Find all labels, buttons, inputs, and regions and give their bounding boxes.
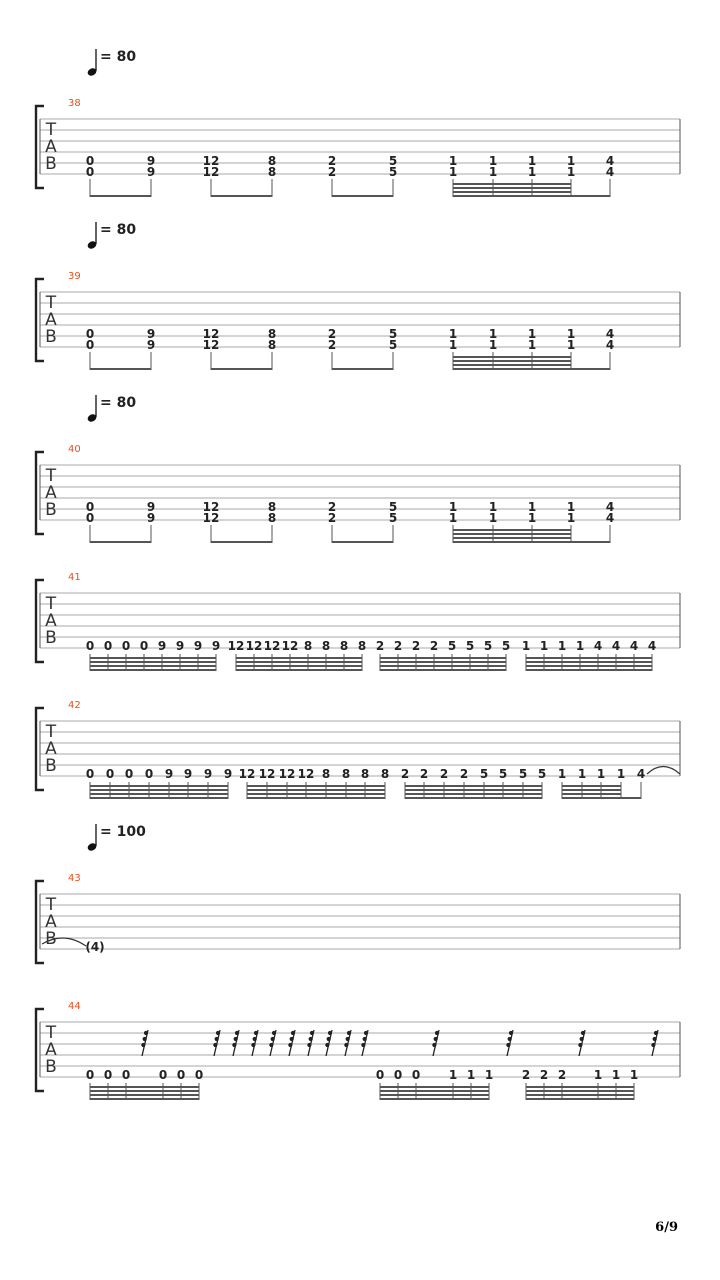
fret-number: 4 <box>605 327 615 341</box>
fret-number: 2 <box>429 639 439 653</box>
fret-number: 1 <box>488 327 498 341</box>
fret-number: 2 <box>539 1068 549 1082</box>
fret-number: 8 <box>360 767 370 781</box>
fret-number: 1 <box>527 165 537 179</box>
fret-number: 5 <box>498 767 508 781</box>
fret-number: 2 <box>327 338 337 352</box>
rest-dot <box>435 1031 439 1035</box>
fret-number: 8 <box>321 639 331 653</box>
beam <box>526 657 652 659</box>
fret-number: 8 <box>267 338 277 352</box>
fret-number: 1 <box>448 165 458 179</box>
fret-number: 0 <box>375 1068 385 1082</box>
beam <box>562 797 641 799</box>
tie-arc <box>647 767 680 775</box>
beam <box>90 793 228 795</box>
rest-dot <box>432 1043 436 1047</box>
fret-number: 9 <box>223 767 233 781</box>
tab-clef-letter: T <box>45 895 57 915</box>
rest-dot <box>309 1037 313 1041</box>
fret-number: 2 <box>411 639 421 653</box>
fret-number: 5 <box>501 639 511 653</box>
beam <box>526 669 652 671</box>
fret-number: 12 <box>202 511 220 525</box>
tempo-marking: = 80 <box>100 49 137 65</box>
rest-dot <box>213 1043 217 1047</box>
beam <box>380 661 506 663</box>
beam <box>90 1090 199 1092</box>
rest-dot <box>344 1043 348 1047</box>
rest-dot <box>581 1031 585 1035</box>
fret-number: 8 <box>267 327 277 341</box>
beam <box>453 360 571 362</box>
beam <box>90 541 151 543</box>
fret-number: 1 <box>488 500 498 514</box>
fret-number: 5 <box>388 165 398 179</box>
fret-number: 2 <box>327 154 337 168</box>
fret-number: 8 <box>380 767 390 781</box>
beam <box>211 368 272 370</box>
fret-number: 5 <box>447 639 457 653</box>
fret-number: 1 <box>527 511 537 525</box>
beam <box>90 797 228 799</box>
fret-number: 12 <box>202 500 220 514</box>
tab-clef-letter: A <box>45 912 57 932</box>
fret-number: 1 <box>557 767 567 781</box>
measure-number: 40 <box>68 444 81 455</box>
rest-dot <box>361 1043 365 1047</box>
page-number: 6/9 <box>655 1220 678 1235</box>
beam <box>405 789 542 791</box>
fret-number: 0 <box>85 327 95 341</box>
fret-number: 2 <box>375 639 385 653</box>
beam <box>90 195 151 197</box>
rest-dot <box>310 1031 314 1035</box>
tab-clef-letter: T <box>45 293 57 313</box>
fret-number: 1 <box>466 1068 476 1082</box>
fret-number: 1 <box>527 500 537 514</box>
fret-number: 9 <box>175 639 185 653</box>
fret-number: 1 <box>557 639 567 653</box>
beam <box>453 533 571 535</box>
rest-dot <box>580 1037 584 1041</box>
beam <box>453 537 571 539</box>
rest-dot <box>346 1037 350 1041</box>
fret-number: 1 <box>527 338 537 352</box>
tab-clef-letter: A <box>45 739 57 759</box>
fret-number: 4 <box>629 639 639 653</box>
fret-number: 2 <box>327 327 337 341</box>
beam <box>453 191 571 193</box>
rest-dot <box>291 1031 295 1035</box>
fret-number: 0 <box>85 1068 95 1082</box>
rest-dot <box>253 1037 257 1041</box>
rest-dot <box>327 1037 331 1041</box>
tempo-marking: = 80 <box>100 222 137 238</box>
fret-number: 0 <box>85 154 95 168</box>
beam <box>453 356 571 358</box>
fret-number: 1 <box>448 154 458 168</box>
fret-number: 12 <box>238 767 256 781</box>
beam <box>90 789 228 791</box>
fret-number: 5 <box>388 511 398 525</box>
fret-number: 1 <box>484 1068 494 1082</box>
rest-dot <box>232 1043 236 1047</box>
beam <box>405 797 542 799</box>
fret-number: 1 <box>566 165 576 179</box>
fret-number: 8 <box>341 767 351 781</box>
fret-number: 0 <box>103 639 113 653</box>
fret-number: 0 <box>103 1068 113 1082</box>
fret-number: 1 <box>488 154 498 168</box>
fret-number: 1 <box>448 1068 458 1082</box>
fret-number: 2 <box>521 1068 531 1082</box>
rest-dot <box>143 1037 147 1041</box>
tab-clef-letter: B <box>45 327 57 347</box>
rest-dot <box>271 1037 275 1041</box>
beam <box>380 669 506 671</box>
beam <box>380 665 506 667</box>
beam <box>332 541 393 543</box>
beam <box>453 187 571 189</box>
tied-fret-number: (4) <box>85 940 105 954</box>
fret-number: 1 <box>566 500 576 514</box>
fret-number: 0 <box>85 338 95 352</box>
rest-dot <box>654 1031 658 1035</box>
tab-clef-letter: B <box>45 628 57 648</box>
fret-number: 4 <box>605 338 615 352</box>
fret-number: 1 <box>566 511 576 525</box>
fret-number: 0 <box>158 1068 168 1082</box>
rest-dot <box>363 1037 367 1041</box>
fret-number: 1 <box>539 639 549 653</box>
beam <box>236 665 362 667</box>
fret-number: 4 <box>636 767 646 781</box>
fret-number: 1 <box>575 639 585 653</box>
tab-clef-letter: T <box>45 722 57 742</box>
fret-number: 0 <box>121 639 131 653</box>
fret-number: 1 <box>566 154 576 168</box>
fret-number: 0 <box>85 500 95 514</box>
beam <box>380 1098 489 1100</box>
rest-dot <box>269 1043 273 1047</box>
fret-number: 5 <box>537 767 547 781</box>
fret-number: 4 <box>605 500 615 514</box>
beam <box>526 1086 634 1088</box>
beam <box>526 1098 634 1100</box>
tempo-marking: = 100 <box>100 824 146 840</box>
rest-dot <box>364 1031 368 1035</box>
beam <box>332 195 393 197</box>
fret-number: 8 <box>339 639 349 653</box>
fret-number: 5 <box>388 154 398 168</box>
measure-number: 41 <box>68 572 81 583</box>
fret-number: 0 <box>139 639 149 653</box>
beam <box>405 793 542 795</box>
fret-number: 12 <box>202 165 220 179</box>
rest-dot <box>508 1037 512 1041</box>
beam <box>236 661 362 663</box>
fret-number: 9 <box>146 154 156 168</box>
fret-number: 0 <box>194 1068 204 1082</box>
tab-clef-letter: T <box>45 466 57 486</box>
fret-number: 2 <box>327 511 337 525</box>
fret-number: 9 <box>193 639 203 653</box>
rest-dot <box>651 1043 655 1047</box>
fret-number: 9 <box>146 165 156 179</box>
fret-number: 5 <box>388 327 398 341</box>
fret-number: 0 <box>124 767 134 781</box>
beam <box>453 529 571 531</box>
fret-number: 1 <box>521 639 531 653</box>
measure-number: 44 <box>68 1001 81 1012</box>
fret-number: 4 <box>605 165 615 179</box>
fret-number: 1 <box>488 165 498 179</box>
tab-clef-letter: A <box>45 310 57 330</box>
fret-number: 1 <box>616 767 626 781</box>
fret-number: 8 <box>357 639 367 653</box>
tab-clef-letter: T <box>45 594 57 614</box>
fret-number: 1 <box>448 500 458 514</box>
rest-dot <box>578 1043 582 1047</box>
fret-number: 1 <box>629 1068 639 1082</box>
fret-number: 12 <box>278 767 296 781</box>
fret-number: 1 <box>448 327 458 341</box>
beam <box>562 793 621 795</box>
fret-number: 9 <box>164 767 174 781</box>
fret-number: 0 <box>85 165 95 179</box>
measure-number: 39 <box>68 271 81 282</box>
beam <box>453 541 610 543</box>
fret-number: 0 <box>411 1068 421 1082</box>
fret-number: 9 <box>203 767 213 781</box>
fret-number: 1 <box>593 1068 603 1082</box>
fret-number: 0 <box>144 767 154 781</box>
fret-number: 9 <box>157 639 167 653</box>
beam <box>236 657 362 659</box>
fret-number: 8 <box>303 639 313 653</box>
fret-number: 1 <box>488 338 498 352</box>
tab-clef-letter: B <box>45 1057 57 1077</box>
fret-number: 12 <box>202 154 220 168</box>
beam <box>247 793 385 795</box>
rest-dot <box>234 1037 238 1041</box>
beam <box>405 785 542 787</box>
beam <box>453 368 610 370</box>
beam <box>236 669 362 671</box>
rest-dot <box>272 1031 276 1035</box>
rest-dot <box>288 1043 292 1047</box>
fret-number: 1 <box>577 767 587 781</box>
fret-number: 5 <box>388 338 398 352</box>
fret-number: 9 <box>146 511 156 525</box>
fret-number: 12 <box>227 639 245 653</box>
fret-number: 8 <box>321 767 331 781</box>
fret-number: 4 <box>605 154 615 168</box>
fret-number: 2 <box>400 767 410 781</box>
measure-number: 38 <box>68 98 81 109</box>
fret-number: 12 <box>245 639 263 653</box>
fret-number: 4 <box>647 639 657 653</box>
fret-number: 4 <box>605 511 615 525</box>
tab-clef-letter: B <box>45 500 57 520</box>
beam <box>90 1098 199 1100</box>
tab-clef-letter: T <box>45 1023 57 1043</box>
rest-dot <box>141 1043 145 1047</box>
beam <box>380 1086 489 1088</box>
beam <box>562 789 621 791</box>
fret-number: 0 <box>121 1068 131 1082</box>
fret-number: 0 <box>85 511 95 525</box>
fret-number: 1 <box>527 327 537 341</box>
rest-dot <box>215 1037 219 1041</box>
rest-dot <box>251 1043 255 1047</box>
rest-dot <box>434 1037 438 1041</box>
beam <box>526 1094 634 1096</box>
beam <box>380 1090 489 1092</box>
fret-number: 9 <box>146 338 156 352</box>
fret-number: 9 <box>183 767 193 781</box>
beam <box>211 195 272 197</box>
rest-dot <box>328 1031 332 1035</box>
beam <box>247 785 385 787</box>
beam <box>247 797 385 799</box>
fret-number: 12 <box>258 767 276 781</box>
fret-number: 8 <box>267 165 277 179</box>
rest-dot <box>506 1043 510 1047</box>
beam <box>90 657 216 659</box>
fret-number: 9 <box>146 327 156 341</box>
rest-dot <box>347 1031 351 1035</box>
beam <box>332 368 393 370</box>
fret-number: 5 <box>518 767 528 781</box>
tab-clef-letter: B <box>45 756 57 776</box>
fret-number: 8 <box>267 154 277 168</box>
beam <box>90 1094 199 1096</box>
fret-number: 2 <box>327 165 337 179</box>
beam <box>90 1086 199 1088</box>
fret-number: 2 <box>327 500 337 514</box>
fret-number: 8 <box>267 511 277 525</box>
measure-number: 43 <box>68 873 81 884</box>
beam <box>90 661 216 663</box>
rest-dot <box>509 1031 513 1035</box>
tab-clef-letter: B <box>45 154 57 174</box>
fret-number: 1 <box>611 1068 621 1082</box>
rest-dot <box>653 1037 657 1041</box>
tab-clef-letter: B <box>45 929 57 949</box>
fret-number: 1 <box>448 338 458 352</box>
fret-number: 2 <box>393 639 403 653</box>
fret-number: 4 <box>611 639 621 653</box>
fret-number: 2 <box>439 767 449 781</box>
fret-number: 1 <box>566 338 576 352</box>
beam <box>380 657 506 659</box>
rest-dot <box>254 1031 258 1035</box>
fret-number: 12 <box>202 338 220 352</box>
fret-number: 0 <box>85 639 95 653</box>
measure-number: 42 <box>68 700 81 711</box>
tab-clef-letter: T <box>45 120 57 140</box>
tab-clef-letter: A <box>45 1040 57 1060</box>
fret-number: 1 <box>566 327 576 341</box>
fret-number: 5 <box>388 500 398 514</box>
fret-number: 9 <box>211 639 221 653</box>
fret-number: 0 <box>105 767 115 781</box>
fret-number: 9 <box>146 500 156 514</box>
fret-number: 12 <box>297 767 315 781</box>
fret-number: 1 <box>488 511 498 525</box>
beam <box>453 183 571 185</box>
fret-number: 0 <box>176 1068 186 1082</box>
tab-clef-letter: A <box>45 611 57 631</box>
beam <box>90 368 151 370</box>
beam <box>526 661 652 663</box>
rest-dot <box>144 1031 148 1035</box>
fret-number: 8 <box>267 500 277 514</box>
rest-dot <box>307 1043 311 1047</box>
beam <box>562 785 621 787</box>
beam <box>526 1090 634 1092</box>
tab-clef-letter: A <box>45 137 57 157</box>
rest-dot <box>325 1043 329 1047</box>
fret-number: 12 <box>263 639 281 653</box>
beam <box>380 1094 489 1096</box>
fret-number: 2 <box>419 767 429 781</box>
beam <box>90 665 216 667</box>
beam <box>90 785 228 787</box>
beam <box>247 789 385 791</box>
fret-number: 5 <box>479 767 489 781</box>
beam <box>90 669 216 671</box>
fret-number: 1 <box>527 154 537 168</box>
rest-dot <box>216 1031 220 1035</box>
tab-clef-letter: A <box>45 483 57 503</box>
beam <box>211 541 272 543</box>
beam <box>453 195 610 197</box>
tempo-marking: = 80 <box>100 395 137 411</box>
fret-number: 0 <box>393 1068 403 1082</box>
fret-number: 12 <box>281 639 299 653</box>
fret-number: 2 <box>459 767 469 781</box>
fret-number: 2 <box>557 1068 567 1082</box>
fret-number: 1 <box>596 767 606 781</box>
fret-number: 5 <box>483 639 493 653</box>
rest-dot <box>290 1037 294 1041</box>
fret-number: 4 <box>593 639 603 653</box>
fret-number: 5 <box>465 639 475 653</box>
beam <box>526 665 652 667</box>
rest-dot <box>235 1031 239 1035</box>
fret-number: 0 <box>85 767 95 781</box>
beam <box>453 364 571 366</box>
fret-number: 1 <box>448 511 458 525</box>
fret-number: 12 <box>202 327 220 341</box>
